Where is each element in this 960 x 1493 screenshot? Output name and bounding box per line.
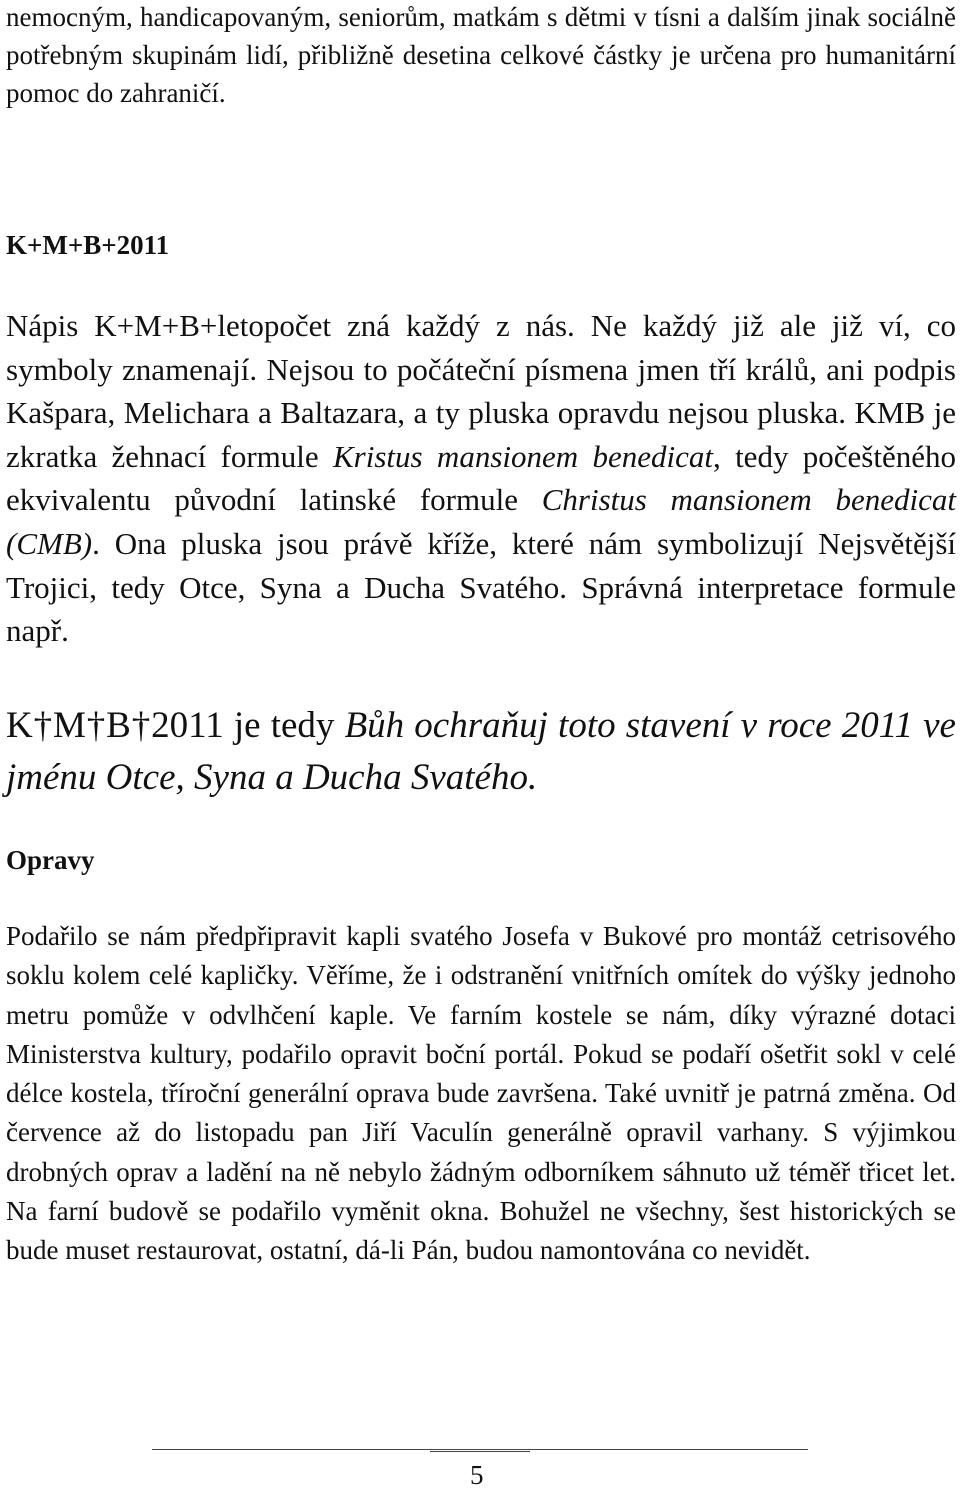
- page-number: 5: [470, 1460, 484, 1490]
- footer-divider-short: [430, 1451, 530, 1452]
- footer-divider: [152, 1449, 808, 1450]
- kmb-text-part1: Nápis K+M+B+letopočet zná každý z nás. Ne každý již ale již ví, co symboly znamenají. Nejsou to počáteční písmena jmen tří králů, ani podpis Kašpara, Melichara a Baltazara, a ty pluska opravdu nejsou pluska. KMB je zkratka žehnací formule: [6, 308, 956, 474]
- repairs-paragraph: Podařilo se nám předpřipravit kapli svatého Josefa v Bukové pro montáž cetrisového soklu kolem celé kapličky. Věříme, že i odstranění vnitřních omítek do výšky jednoho metru pomůže v odvlhčení kaple. Ve farním kostele se nám, díky výrazné dotaci Ministerstva kultury, podařilo opravit boční portál. Pokud se podaří ošetřit sokl v celé délce kostela, tříroční generální oprava bude završena. Také uvnitř je patrná změna. Od července až do listopadu pan Jiří Vaculín generálně opravil varhany. S výjimkou drobných oprav a ladění na ně nebylo žádným odborníkem sáhnuto už téměř třicet let. Na farní budově se podařilo vyměnit okna. Bohužel ne všechny, šest historických se bude muset restaurovat, ostatní, dá-li Pán, budou namontována co nevidět.: [6, 921, 956, 1266]
- kmb-paragraph: [6, 304, 956, 653]
- kmb-text-part2: , tedy počeštěného ekvivalentu původní latinské formule: [6, 438, 956, 518]
- section-heading-kmb: K+M+B+2011: [6, 230, 170, 260]
- blessing-paragraph: [6, 700, 956, 804]
- intro-paragraph: nemocným, handicapovaným, seniorům, matkám s dětmi v tísni a dalším jinak sociálně potřebným skupinám lidí, přibližně desetina celkové částky je určena pro humanitární pomoc do zahraničí.: [6, 2, 956, 108]
- latin-original: Christus mansionem benedicat (CMB): [6, 482, 956, 561]
- blessing-prefix: K†M†B†2011 je tedy: [6, 705, 345, 746]
- blessing-text: Bůh ochraňuj toto stavení v roce 2011 ve jménu Otce, Syna a Ducha Svatého.: [6, 705, 956, 798]
- latin-formula: Kristus mansionem benedicat: [333, 438, 713, 474]
- kmb-text-part3: . Ona pluska jsou právě kříže, které nám symbolizují Nejsvětější Trojici, tedy Otce, Syna a Ducha Svatého. Správná interpretace formule např.: [6, 525, 956, 649]
- section-heading-repairs: Opravy: [6, 845, 95, 875]
